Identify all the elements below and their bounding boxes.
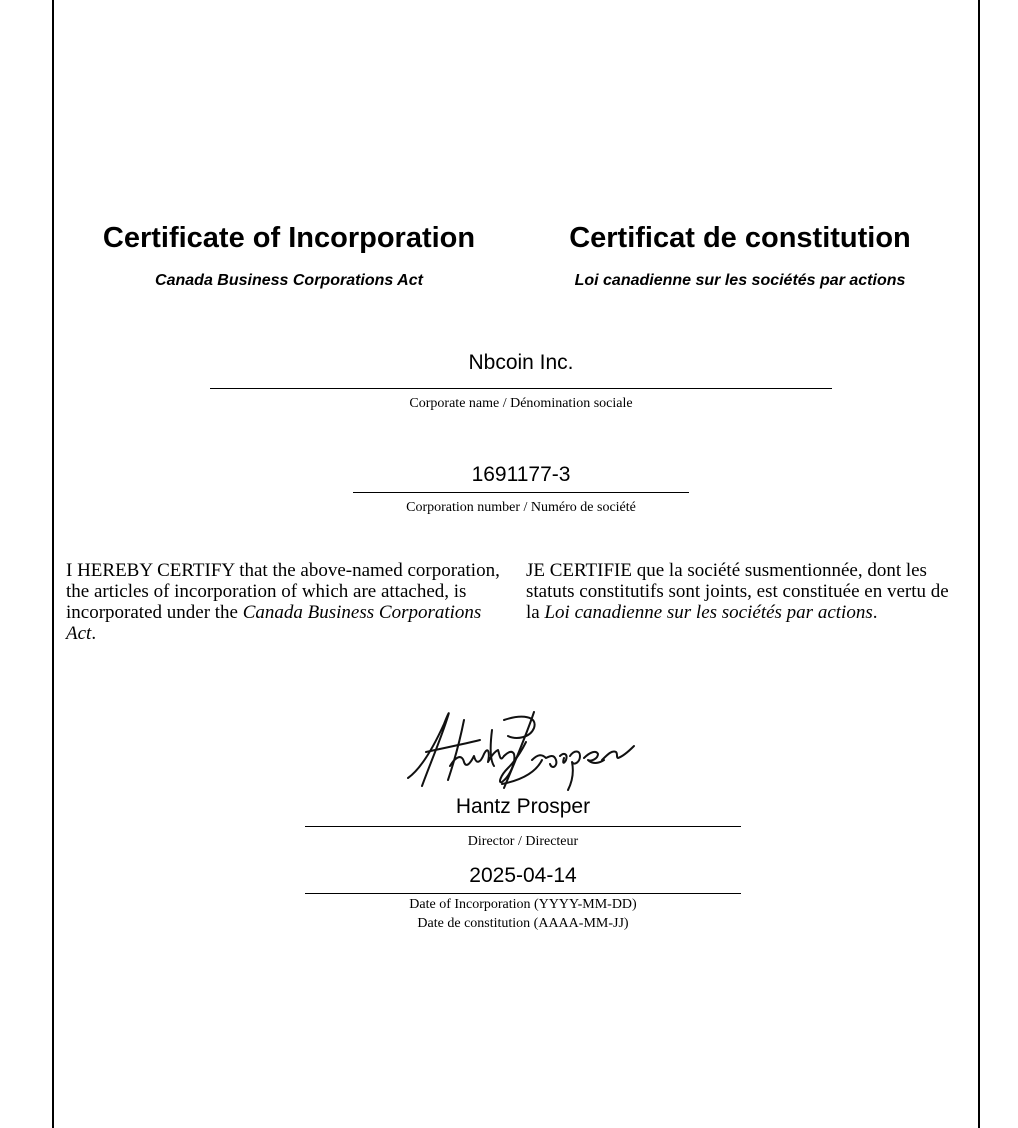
act-subtitle-fr: Loi canadienne sur les sociétés par actions — [574, 272, 906, 289]
corporate-name-rule — [210, 388, 832, 389]
certification-statement-en: I HEREBY CERTIFY that the above-named corporation, the articles of incorporation of which are attached, is incorporated under the Canada Business Corporations Act. — [66, 560, 500, 644]
incorporation-date-caption-fr: Date de constitution (AAAA-MM-JJ) — [417, 916, 629, 931]
certificate-title-fr: Certificat de constitution — [569, 222, 911, 254]
director-caption: Director / Directeur — [467, 834, 579, 849]
corporate-name-caption: Corporate name / Dénomination sociale — [409, 396, 633, 411]
corporation-number: 1691177-3 — [471, 463, 571, 486]
certification-statement-fr: JE CERTIFIE que la société susmentionnée, dont les statuts constitutifs sont joints, est constituée en vertu de la Loi canadienne sur les sociétés par actions. — [526, 560, 949, 623]
incorporation-date: 2025-04-14 — [469, 864, 577, 887]
corporation-number-caption: Corporation number / Numéro de société — [406, 500, 636, 515]
director-rule — [305, 826, 741, 827]
corporate-name: Nbcoin Inc. — [468, 351, 574, 374]
incorporation-date-caption-en: Date of Incorporation (YYYY-MM-DD) — [409, 897, 637, 912]
act-subtitle-en: Canada Business Corporations Act — [155, 272, 423, 289]
incorporation-date-rule — [305, 893, 741, 894]
director-name: Hantz Prosper — [455, 795, 591, 818]
certificate-title-en: Certificate of Incorporation — [102, 222, 476, 254]
director-signature — [404, 706, 640, 792]
corporation-number-rule — [353, 492, 689, 493]
